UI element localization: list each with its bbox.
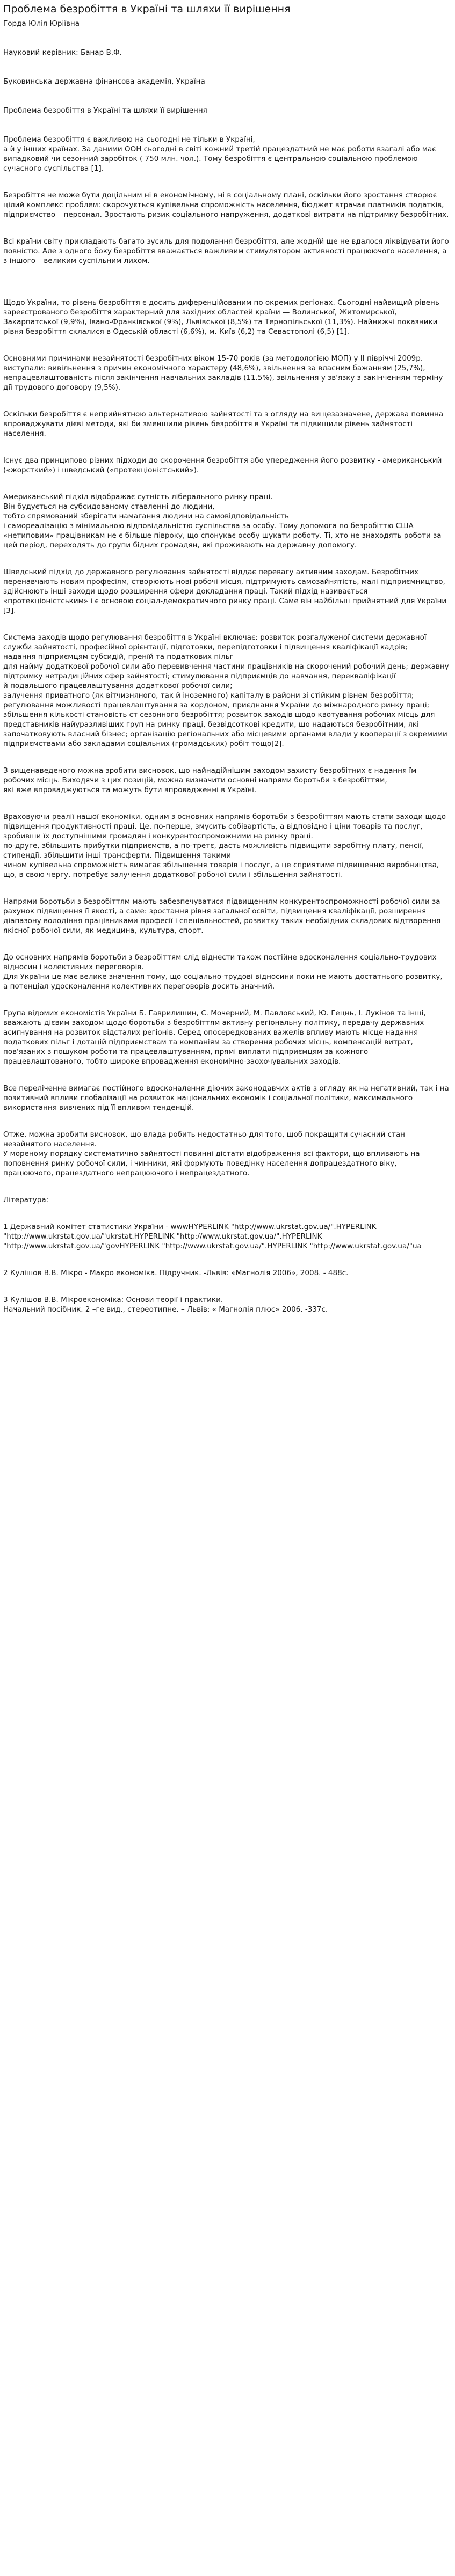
supervisor-line: Науковий керівник: Банар В.Ф. <box>3 48 122 57</box>
paragraph: Всі країни світу прикладають багато зусиль для подолання безробіття, але жоднїй ще не вдалося ліквідувати його повністю. Але з одного боку безробіття вважається важливим стимулятором активності працюючого населення, а з іншого – великим суспільним лихом. <box>3 237 449 265</box>
paragraph: Отже, можна зробити висновок, що влада робить недостатньо для того, щоб покращити сучасний стан незайнятого населення. У мореному порядку систематично зайнятості повинні дістати відображення всі фактори, що впливають на поповнення ринку робочої сили, і чинники, які формують поведінку населення допрацездатного віку, працюючого, працездатного непрацюючого і непрацездатного. <box>3 1130 420 1177</box>
paragraph: До основних напрямів боротьби з безробіттям слід віднести також постійне вдосконалення соціально-трудових відносин і колективних переговорів. Для України це має велике значення тому, що соціально-трудові відносини поки не мають достатнього розвитку, а потенціал удосконалення колективних переговорів досить значний. <box>3 953 443 991</box>
paragraph: Враховуючи реалії нашої економіки, одним з основних напрямів боротьби з безробіттям мають стати заходи щодо підвищення продуктивності праці. Це, по-перше, змусить собівартість, а відповідно і ціни товарів та послуг, зробивши їх доступнішими громадян і конкурентоспроможними на ринку праці. по-друге, збільшить прибутки підприємств, а по-третє, дасть можливість підвищити заробітну плату, пенсії, стипендії, збільшити інші трансферти. Підвищення такими чином купівельна спроможність вимагає збільшення товарів і послуг, а це сприятиме підвищенню виробництва, що, в свою чергу, потребує залучення додаткової робочої сили і збільшення зайнятості. <box>3 813 446 879</box>
document-title: Проблема безробіття в Україні та шляхи її вирішення <box>3 3 291 15</box>
reference-item: 3 Кулішов В.В. Мікроекономіка: Основи теорії і практики. Начальний посібник. 2 –ге вид., стереотипне. – Львів: « Магнолія плюс» 2006. -337с. <box>3 1296 328 1314</box>
paragraph: Все переліченне вимагає постійного вдосконалення діючих законодавчих актів з огляду як на негативний, так і на позитивний впливи глобалізації на розвиток національних економік і соціальної політики, максимального використання вивчених під її впливом тенденцій. <box>3 1084 449 1112</box>
paragraph: Проблема безробіття є важливою на сьогодні не тільки в Україні, а й у інших країнах. За даними ООН сьогодні в світі кожний третій працездатний не має роботи взагалі або має випадковий чи сезонний заробіток ( 750 млн. чол.). Тому безробіття є центральною соціальною проблемою сучасного суспільства [1]. <box>3 135 436 173</box>
author-name: Горда Юлія Юріївна <box>3 19 80 28</box>
institution-line: Буковинська державна фінансова академія, Україна <box>3 77 205 86</box>
paragraph: Оскільки безробіття є неприйнятною альтернативою зайнятості та з огляду на вищезазначене, держава повинна впроваджувати дієві методи, які би зменшили рівень безробіття в Україні та підвищили рівень зайнятості населення. <box>3 410 444 438</box>
subtitle-line: Проблема безробіття в Україні та шляхи її вирішення <box>3 106 207 115</box>
references-heading: Література: <box>3 1196 49 1204</box>
paragraph: Напрями боротьби з безробіттям мають забезпечуватися підвищенням конкурентоспроможності робочої сили за рахунок підвищення її якості, а саме: зростання рівня загальної освіти, підвищення кваліфікації, розширення діапазону володіння працівниками професії і спеціальностей, розвитку таких необхідних складових відтворення якісної робочої сили, як медицина, культура, спорт. <box>3 897 441 935</box>
paragraph: Безробіття не може бути доцільним ні в економічному, ні в соціальному плані, оскільки його зростання створює цілий комплекс проблем: скорочується купівельна спроможність населення, бюджет втрачає платників податків, підприємство – персонал. Зростають ризик соціального напруження, додаткові витрати на підтримку безробітних. <box>3 191 449 219</box>
paragraph: Шведський підхід до державного регулювання зайнятості віддає перевагу активним заходам. Безробітних перенавчають новим професіям, створюють нові робочі місця, підтримують самозайнятість, малі підприємництво, здійснюють інші заходи щодо розширення сфери докладання праці. Такий підхід називається «протекціоністським» і є основою соціал-демократичного ринку праці. Саме він найбільш прийнятний для України [3]. <box>3 568 447 615</box>
paragraph: Американський підхід відображає сутність ліберального ринку праці. Він будується на субсидованому ставленні до людини, тобто спрямований зберігати намагання людини на самовідповідальність і самореалізацію з мінімальною відповідальністю суспільства за особу. Тому допомога по безробіттю США «нетиповим» працівникам не є більше півроку, що спонукає особу шукати роботу. Ті, хто не знаходять роботи за цей період, переходять до групи бідних громадян, які проживають на державну допомогу. <box>3 493 442 550</box>
paragraph: Група відомих економістів України Б. Гаврилишин, С. Мочерний, М. Павловський, Ю. Гецнь, І. Лукінов та інші, вважають дієвим заходом щодо боротьби з безробіттям активну регіональну політику, передачу державних асигнування на розвиток відсталих регіонів. Серед опосередкованих важелів впливу мають місце надання податкових пільг і дотацій підприємствам та компаніям за створення робочих місць, компенсацій витрат, пов'язаних з пошуком роботи та працевлаштуванням, прямі виплати підприємцям за кожного працевлаштованого, тобто широке впровадження економічно-заохочувальних заходів. <box>3 1009 426 1066</box>
paragraph: Щодо України, то рівень безробіття є досить диференційованим по окремих регіонах. Сьогодні найвищий рівень зареєстрованого безробіття характерний для західних областей країни — Волинської, Житомирської, Закарпатської (9,9%), Івано-Франківської (9%), Львівської (8,5%) та Тернопільської (11,3%). Найнижчі показники рівня безробіття склалися в Одеській області (6,6%), м. Київ (6,2) та Севастополі (6,5) [1]. <box>3 298 439 336</box>
paragraph: Система заходів щодо регулювання безробіття в Україні включає: розвиток розгалуженої системи державної служби зайнятості, професійної орієнтації, підготовки, перепідготовки і підвищення кваліфікації кадрів; надання підприємцям субсидій, пренїй та податкових пільг для найму додаткової робочої сили або перевивчення частини працівників на скорочений робочий день; державну підтримку нетрадиційних сфер зайнятості; стимулювання підприємців до навчання, перекваліфікації й подальшого працевлаштування додаткової робочої сили; залучення приватного (як вітчизняного, так й іноземного) капіталу в райони зі стійким рівнем безробіття; регулювання можливості працевлаштування за кордоном, приєднання України до міжнародного ринку праці; збільшення кількості становість ст сезонного безробіття; розвиток заходів щодо квотування робочих місць для представників найуразливіших груп на ринку праці, безвідсоткові кредити, що надаються безробітним, які започатковують власний бізнес; організацію регіональних або місцевими органами влади у кооперації з окремими підприємствами або закладами соціальних (громадських) робіт тощо[2]. <box>3 633 449 748</box>
reference-item: 2 Кулішов В.В. Мікро - Макро економіка. Підручник. -Львів: «Магнолія 2006», 2008. - 488с. <box>3 1269 349 1277</box>
paragraph: Існує два принципово різних підходи до скорочення безробіття або упередження його розвитку - американський («жорсткий») і шведський («протекціоністський»). <box>3 456 442 474</box>
paragraph: Основними причинами незайнятості безробітних віком 15-70 років (за методологією МОП) у II півріччі 2009р. виступали: вивільнення з причин економічного характеру (48,6%), звільнення за власним бажанням (25,7%), непрацевлаштованість після закінчення навчальних закладів (11.5%), звільнення у зв'язку з закінченням терміну дії трудового договору (9,5%). <box>3 354 443 392</box>
reference-item: 1 Державний комітет статистики України - wwwHYPERLINK "http://www.ukrstat.gov.ua/".HYPERLINK "http://www.ukrstat.gov.ua/"ukrstat.HYPERLINK "http://www.ukrstat.gov.ua/".HYPERLINK "http://www.ukrstat.gov.ua/"govHYPERLINK "http://www.ukrstat.gov.ua/".HYPERLINK "http://www.ukrstat.gov.ua/"ua <box>3 1223 422 1250</box>
paragraph: З вищенаведеного можна зробити висновок, що найнадійнішим заходом захисту безробітних є надання їм робочих місць. Виходячи з цих позицій, можна визначити основні напрями боротьби з безробіттям, які вже впроваджуються та можуть бути впровадженні в Україні. <box>3 766 417 794</box>
